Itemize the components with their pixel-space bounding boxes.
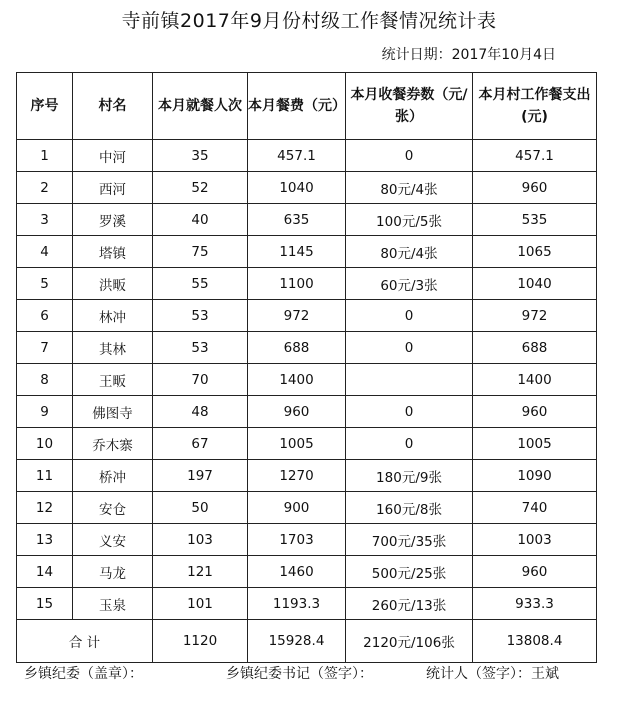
cell-diners: 55 [153, 268, 248, 300]
cell-village: 安仓 [73, 492, 153, 524]
cell-index: 9 [17, 396, 73, 428]
cell-coupons: 0 [346, 300, 473, 332]
header-diners: 本月就餐人次 [153, 73, 248, 140]
cell-meal-cost: 900 [248, 492, 346, 524]
cell-index: 7 [17, 332, 73, 364]
cell-diners: 53 [153, 332, 248, 364]
cell-village: 罗溪 [73, 204, 153, 236]
cell-diners: 48 [153, 396, 248, 428]
table-row [17, 588, 597, 620]
cell-coupons: 700元/35张 [346, 524, 473, 556]
cell-diners: 75 [153, 236, 248, 268]
total-row [17, 620, 597, 663]
cell-index: 6 [17, 300, 73, 332]
table-row [17, 172, 597, 204]
cell-index: 10 [17, 428, 73, 460]
cell-meal-cost: 688 [248, 332, 346, 364]
table-row [17, 364, 597, 396]
cell-village: 西河 [73, 172, 153, 204]
cell-diners: 70 [153, 364, 248, 396]
cell-expense: 1005 [473, 428, 597, 460]
cell-expense: 933.3 [473, 588, 597, 620]
cell-coupons: 160元/8张 [346, 492, 473, 524]
table-row [17, 140, 597, 172]
cell-coupons [346, 364, 473, 396]
cell-index: 3 [17, 204, 73, 236]
cell-village: 桥冲 [73, 460, 153, 492]
cell-expense: 972 [473, 300, 597, 332]
cell-coupons: 80元/4张 [346, 236, 473, 268]
cell-expense: 688 [473, 332, 597, 364]
table-row [17, 332, 597, 364]
cell-index: 14 [17, 556, 73, 588]
cell-meal-cost: 1703 [248, 524, 346, 556]
table-row [17, 492, 597, 524]
cell-meal-cost: 1270 [248, 460, 346, 492]
cell-meal-cost: 1193.3 [248, 588, 346, 620]
cell-coupons: 180元/9张 [346, 460, 473, 492]
cell-expense: 960 [473, 396, 597, 428]
cell-meal-cost: 1460 [248, 556, 346, 588]
village-meal-table [16, 72, 597, 663]
cell-index: 12 [17, 492, 73, 524]
cell-expense: 960 [473, 556, 597, 588]
cell-coupons: 0 [346, 140, 473, 172]
cell-meal-cost: 1005 [248, 428, 346, 460]
cell-expense: 1400 [473, 364, 597, 396]
cell-meal-cost: 1040 [248, 172, 346, 204]
cell-village: 义安 [73, 524, 153, 556]
cell-diners: 103 [153, 524, 248, 556]
cell-expense: 740 [473, 492, 597, 524]
cell-village: 塔镇 [73, 236, 153, 268]
cell-coupons: 60元/3张 [346, 268, 473, 300]
cell-diners: 35 [153, 140, 248, 172]
table-row [17, 556, 597, 588]
cell-expense: 1090 [473, 460, 597, 492]
cell-meal-cost: 457.1 [248, 140, 346, 172]
cell-coupons: 0 [346, 396, 473, 428]
table-row [17, 460, 597, 492]
total-expense: 13808.4 [473, 620, 597, 663]
cell-meal-cost: 1400 [248, 364, 346, 396]
cell-village: 乔木寨 [73, 428, 153, 460]
table-row [17, 236, 597, 268]
total-meal-cost: 15928.4 [248, 620, 346, 663]
header-index: 序号 [17, 73, 73, 140]
cell-coupons: 0 [346, 428, 473, 460]
cell-coupons: 500元/25张 [346, 556, 473, 588]
cell-coupons: 0 [346, 332, 473, 364]
table-row [17, 428, 597, 460]
cell-village: 佛图寺 [73, 396, 153, 428]
stat-date: 统计日期：2017年10月4日 [381, 47, 556, 63]
cell-diners: 67 [153, 428, 248, 460]
cell-expense: 1003 [473, 524, 597, 556]
cell-coupons: 100元/5张 [346, 204, 473, 236]
header-coupons: 本月收餐券数（元/张） [346, 73, 473, 140]
cell-meal-cost: 1145 [248, 236, 346, 268]
cell-diners: 121 [153, 556, 248, 588]
cell-index: 15 [17, 588, 73, 620]
cell-meal-cost: 960 [248, 396, 346, 428]
total-label: 合 计 [17, 620, 153, 663]
table-header-row [17, 73, 597, 140]
cell-coupons: 80元/4张 [346, 172, 473, 204]
cell-expense: 535 [473, 204, 597, 236]
cell-index: 5 [17, 268, 73, 300]
header-meal-cost: 本月餐费（元） [248, 73, 346, 140]
cell-index: 1 [17, 140, 73, 172]
cell-diners: 40 [153, 204, 248, 236]
cell-expense: 960 [473, 172, 597, 204]
cell-meal-cost: 972 [248, 300, 346, 332]
cell-village: 林冲 [73, 300, 153, 332]
cell-meal-cost: 1100 [248, 268, 346, 300]
table-row [17, 396, 597, 428]
cell-village: 王畈 [73, 364, 153, 396]
table-row [17, 524, 597, 556]
cell-village: 中河 [73, 140, 153, 172]
cell-village: 其林 [73, 332, 153, 364]
cell-diners: 53 [153, 300, 248, 332]
cell-expense: 457.1 [473, 140, 597, 172]
cell-expense: 1040 [473, 268, 597, 300]
total-coupons: 2120元/106张 [346, 620, 473, 663]
cell-diners: 50 [153, 492, 248, 524]
cell-village: 马龙 [73, 556, 153, 588]
cell-coupons: 260元/13张 [346, 588, 473, 620]
cell-village: 洪畈 [73, 268, 153, 300]
header-village: 村名 [73, 73, 153, 140]
cell-index: 8 [17, 364, 73, 396]
table-row [17, 300, 597, 332]
cell-index: 13 [17, 524, 73, 556]
table-row [17, 204, 597, 236]
footer-statistician: 统计人（签字）：王斌 [426, 666, 559, 682]
table-body [17, 140, 597, 620]
cell-expense: 1065 [473, 236, 597, 268]
total-diners: 1120 [153, 620, 248, 663]
cell-index: 11 [17, 460, 73, 492]
cell-diners: 197 [153, 460, 248, 492]
footer-seal: 乡镇纪委（盖章）： [24, 666, 143, 682]
cell-meal-cost: 635 [248, 204, 346, 236]
cell-index: 4 [17, 236, 73, 268]
header-expense: 本月村工作餐支出(元) [473, 73, 597, 140]
document-title: 寺前镇2017年9月份村级工作餐情况统计表 [121, 10, 497, 32]
cell-diners: 101 [153, 588, 248, 620]
cell-index: 2 [17, 172, 73, 204]
cell-diners: 52 [153, 172, 248, 204]
table-row [17, 268, 597, 300]
cell-village: 玉泉 [73, 588, 153, 620]
footer-secretary: 乡镇纪委书记（签字）： [226, 666, 373, 682]
